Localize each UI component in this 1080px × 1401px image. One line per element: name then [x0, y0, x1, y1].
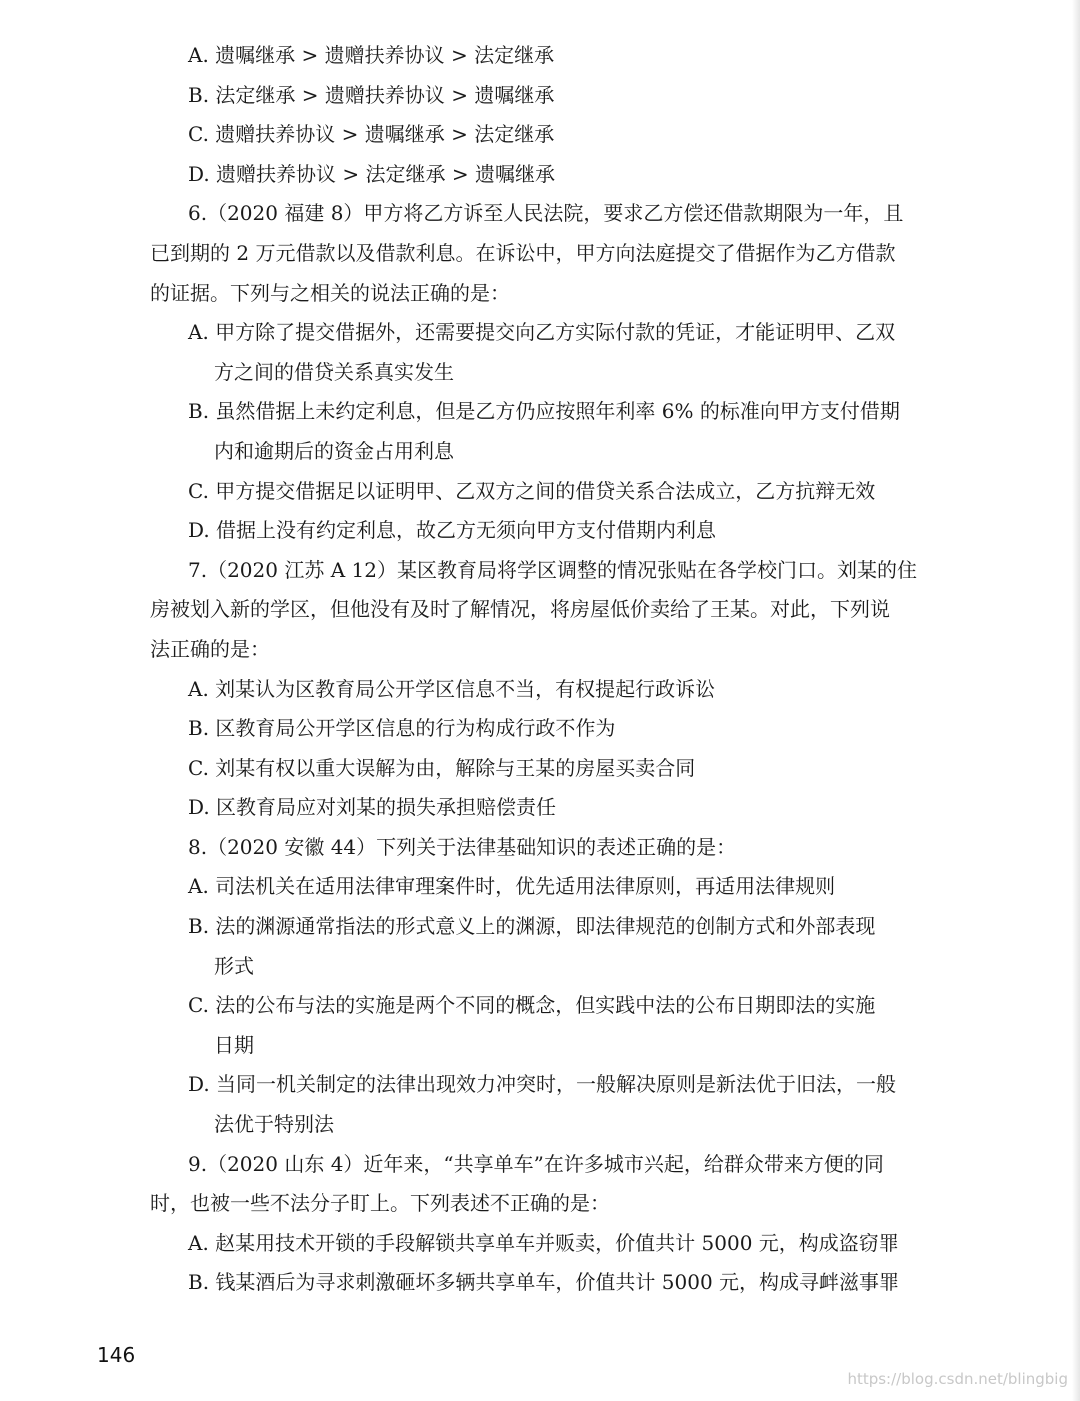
option-line: B. 虽然借据上未约定利息，但是乙方仍应按照年利率 6% 的标准向甲方支付借期 [188, 399, 900, 424]
option-line-cont: 形式 [214, 953, 254, 978]
question-9-stem: 9.（2020 山东 4）近年来，“共享单车”在许多城市兴起，给群众带来方便的同 [188, 1151, 884, 1176]
watermark-url: https://blog.csdn.net/blingbig [847, 1370, 1068, 1388]
option-line: D. 当同一机关制定的法律出现效力冲突时，一般解决原则是新法优于旧法，一般 [188, 1072, 897, 1097]
option-line: A. 司法机关在适用法律审理案件时，优先适用法律原则，再适用法律规则 [188, 874, 836, 899]
question-6-stem-cont: 的证据。下列与之相关的说法正确的是： [150, 280, 510, 305]
question-7-stem: 7.（2020 江苏 A 12）某区教育局将学区调整的情况张贴在各学校门口。刘某的住 [188, 557, 917, 582]
page-edge-shadow [1072, 0, 1080, 1401]
option-line: A. 刘某认为区教育局公开学区信息不当，有权提起行政诉讼 [188, 676, 716, 701]
option-line-cont: 内和逾期后的资金占用利息 [214, 438, 454, 463]
option-line: B. 法定继承 > 遗赠扶养协议 > 遗嘱继承 [188, 82, 555, 107]
option-line: D. 借据上没有约定利息，故乙方无须向甲方支付借期内利息 [188, 518, 717, 543]
question-text [150, 36, 950, 1303]
option-line: C. 遗赠扶养协议 > 遗嘱继承 > 法定继承 [188, 122, 555, 147]
option-line-cont: 方之间的借贷关系真实发生 [214, 359, 454, 384]
option-line: B. 区教育局公开学区信息的行为构成行政不作为 [188, 716, 616, 741]
option-line-cont: 日期 [214, 1032, 254, 1057]
question-8-stem: 8.（2020 安徽 44）下列关于法律基础知识的表述正确的是： [188, 834, 737, 859]
option-line: B. 法的渊源通常指法的形式意义上的渊源，即法律规范的创制方式和外部表现 [188, 914, 876, 939]
question-6-stem: 6.（2020 福建 8）甲方将乙方诉至人民法院，要求乙方偿还借款期限为一年，且 [188, 201, 904, 226]
option-line: A. 赵某用技术开锁的手段解锁共享单车并贩卖，价值共计 5000 元，构成盗窃罪 [188, 1230, 899, 1255]
option-line: D. 区教育局应对刘某的损失承担赔偿责任 [188, 795, 557, 820]
option-line: C. 甲方提交借据足以证明甲、乙双方之间的借贷关系合法成立，乙方抗辩无效 [188, 478, 876, 503]
option-line: A. 甲方除了提交借据外，还需要提交向乙方实际付款的凭证，才能证明甲、乙双 [188, 320, 896, 345]
question-7-stem-cont: 房被划入新的学区，但他没有及时了解情况，将房屋低价卖给了王某。对此，下列说 [150, 597, 890, 622]
option-line: C. 刘某有权以重大误解为由，解除与王某的房屋买卖合同 [188, 755, 696, 780]
option-line: C. 法的公布与法的实施是两个不同的概念，但实践中法的公布日期即法的实施 [188, 993, 876, 1018]
option-line-cont: 法优于特别法 [214, 1112, 334, 1137]
option-line: A. 遗嘱继承 > 遗赠扶养协议 > 法定继承 [188, 43, 555, 67]
question-9-stem-cont: 时，也被一些不法分子盯上。下列表述不正确的是： [150, 1191, 610, 1216]
page-number: 146 [97, 1343, 136, 1367]
question-6-stem-cont: 已到期的 2 万元借款以及借款利息。在诉讼中，甲方向法庭提交了借据作为乙方借款 [150, 240, 896, 265]
option-line: B. 钱某酒后为寻求刺激砸坏多辆共享单车，价值共计 5000 元，构成寻衅滋事罪 [188, 1270, 900, 1295]
question-7-stem-cont: 法正确的是： [150, 636, 270, 661]
option-line: D. 遗赠扶养协议 > 法定继承 > 遗嘱继承 [188, 161, 555, 186]
